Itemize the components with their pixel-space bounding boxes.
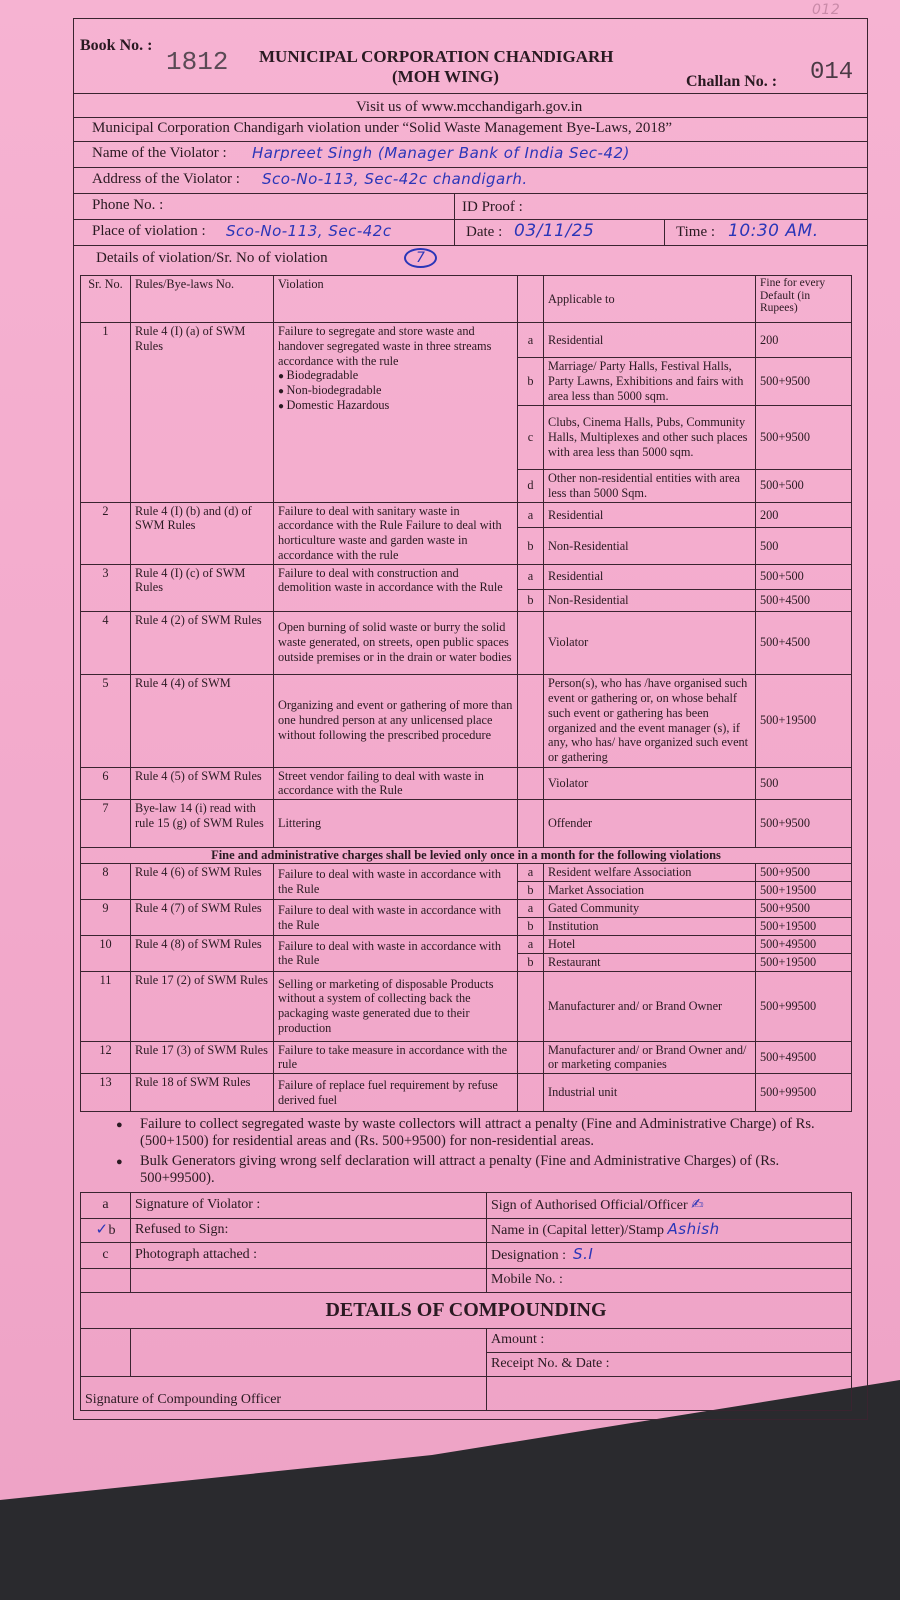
- table-row: [81, 936, 852, 954]
- banner-row: [81, 848, 852, 864]
- note-item: [116, 1116, 851, 1151]
- sub-letter: a: [518, 564, 544, 589]
- name-label: Name of the Violator :: [92, 145, 227, 161]
- challan-form: [73, 18, 868, 1420]
- header-applicable: Applicable to: [544, 276, 756, 323]
- monthly-charges-banner: Fine and administrative charges shall be levied only once in a month for the following violations: [81, 848, 852, 864]
- violator-signature-field[interactable]: Signature of Violator :: [131, 1192, 487, 1218]
- fine-amount: 200: [756, 323, 852, 358]
- details-value[interactable]: 7: [404, 248, 437, 268]
- id-proof-label: ID Proof :: [462, 199, 523, 215]
- applicable-to: Violator: [544, 611, 756, 674]
- applicable-to: Institution: [544, 918, 756, 936]
- sr-no: 5: [81, 674, 131, 767]
- waste-stream-item: ● Non-biodegradable: [278, 383, 513, 398]
- sign-b-letter: ✓b: [81, 1218, 131, 1242]
- violation-text: Organizing and event or gathering of more than one hundred person at any unlicensed place without following the prescribed procedure: [278, 698, 513, 742]
- date-label: Date :: [466, 224, 503, 240]
- sub-letter: [518, 1041, 544, 1074]
- rule-no: Rule 17 (2) of SWM Rules: [131, 971, 274, 1041]
- violation-text: Street vendor failing to deal with waste in accordance with the Rule: [278, 768, 484, 798]
- header-violation: Violation: [274, 276, 518, 323]
- compounding-title: DETAILS OF COMPOUNDING: [81, 1292, 852, 1328]
- form-body: [80, 275, 851, 1411]
- sr-no: 4: [81, 611, 131, 674]
- designation-field[interactable]: [487, 1242, 852, 1268]
- fine-amount: 500+4500: [756, 589, 852, 611]
- fine-amount: 500+49500: [756, 936, 852, 954]
- sr-no: 13: [81, 1074, 131, 1112]
- header-letter: [518, 276, 544, 323]
- applicable-to: Marriage/ Party Halls, Festival Halls, Party Lawns, Exhibitions and fairs with area less than 5000 sqm.: [544, 358, 756, 406]
- notes-list: [116, 1116, 851, 1188]
- rule-no: Rule 4 (I) (a) of SWM Rules: [131, 323, 274, 503]
- violation-text: Failure to deal with waste in accordance with the Rule: [278, 938, 501, 968]
- sr-no: 2: [81, 502, 131, 564]
- sub-letter: [518, 1074, 544, 1112]
- violation-cell: [274, 767, 518, 800]
- rule-no: Rule 4 (5) of SWM Rules: [131, 767, 274, 800]
- violation-cell: [274, 1041, 518, 1074]
- rule-no: Rule 4 (7) of SWM Rules: [131, 900, 274, 936]
- sr-no: 10: [81, 936, 131, 972]
- sr-no: 3: [81, 564, 131, 611]
- sub-letter: b: [518, 918, 544, 936]
- fine-amount: 500+19500: [756, 953, 852, 971]
- sub-letter: b: [518, 358, 544, 406]
- sub-letter: [518, 971, 544, 1041]
- fine-amount: 500+9500: [756, 406, 852, 470]
- fine-amount: 500+500: [756, 564, 852, 589]
- violation-text: Littering: [278, 816, 322, 831]
- sign-c-letter: c: [81, 1242, 131, 1268]
- sub-letter: a: [518, 502, 544, 528]
- amount-field[interactable]: Amount :: [487, 1328, 852, 1352]
- official-signature: ✍: [691, 1195, 705, 1214]
- violation-text: Open burning of solid waste or burry the solid waste generated, on streets, open public spaces outside premises or in the drain or water bodies: [278, 620, 512, 664]
- applicable-to: Other non-residential entities with area less than 5000 Sqm.: [544, 470, 756, 503]
- address-value[interactable]: Sco-No-113, Sec-42c chandigarh.: [262, 170, 528, 188]
- violation-cell: [274, 674, 518, 767]
- violation-cell: [274, 900, 518, 936]
- compounding-officer-signature[interactable]: Signature of Compounding Officer: [81, 1376, 487, 1410]
- applicable-to: Non-Residential: [544, 528, 756, 564]
- table-row: [81, 800, 852, 848]
- sr-no: 12: [81, 1041, 131, 1074]
- header-rule: Rules/Bye-laws No.: [131, 276, 274, 323]
- sub-letter: [518, 800, 544, 848]
- fine-amount: 500+19500: [756, 674, 852, 767]
- note-item: [116, 1153, 851, 1188]
- sub-letter: [518, 767, 544, 800]
- sub-letter: a: [518, 936, 544, 954]
- fine-amount: 500+19500: [756, 918, 852, 936]
- fine-amount: 500+99500: [756, 1074, 852, 1112]
- applicable-to: Gated Community: [544, 900, 756, 918]
- rule-no: Rule 4 (8) of SWM Rules: [131, 936, 274, 972]
- check-mark-icon: ✓: [95, 1220, 109, 1239]
- violation-cell: [274, 936, 518, 972]
- sub-letter: b: [518, 882, 544, 900]
- applicable-to: Person(s), who has /have organised such event or gathering or, on whose behalf such event or gathering has been organized and the event manager (s), if any, who has/ have organized such event or gathering: [544, 674, 756, 767]
- table-row: [81, 864, 852, 882]
- rule-no: Rule 4 (4) of SWM: [131, 674, 274, 767]
- table-row: [81, 502, 852, 528]
- fine-amount: 500+9500: [756, 864, 852, 882]
- violation-cell: [274, 1074, 518, 1112]
- name-stamp-label: Name in (Capital letter)/Stamp: [491, 1223, 665, 1239]
- table-row: [81, 900, 852, 918]
- violation-text: Failure to segregate and store waste and handover segregated waste in three streams accordance with the rule: [278, 324, 492, 368]
- fine-amount: 500+9500: [756, 800, 852, 848]
- applicable-to: Restaurant: [544, 953, 756, 971]
- violation-cell: [274, 864, 518, 900]
- applicable-to: Industrial unit: [544, 1074, 756, 1112]
- violation-text: Failure to deal with waste in accordance with the Rule: [278, 866, 501, 896]
- fine-amount: 500+99500: [756, 971, 852, 1041]
- sub-letter: a: [518, 864, 544, 882]
- applicable-to: Clubs, Cinema Halls, Pubs, Community Halls, Multiplexes and other such places with area less than 5000 sqm.: [544, 406, 756, 470]
- date-value[interactable]: 03/11/25: [514, 221, 595, 241]
- violation-text: Failure of replace fuel requirement by refuse derived fuel: [278, 1077, 498, 1107]
- waste-stream-item: ● Domestic Hazardous: [278, 398, 513, 413]
- official-name: Ashish: [667, 1220, 720, 1239]
- book-number: 1812: [166, 47, 229, 77]
- bullet-icon: ●: [116, 1119, 123, 1131]
- fine-amount: 500+9500: [756, 900, 852, 918]
- applicable-to: Residential: [544, 502, 756, 528]
- note-text: Bulk Generators giving wrong self declaration will attract a penalty (Fine and Administrative Charges) of (Rs. 500+99500).: [140, 1152, 780, 1187]
- applicable-to: Resident welfare Association: [544, 864, 756, 882]
- violation-text: Selling or marketing of disposable Products without a system of collecting back the packaging waste generated due to their production: [278, 976, 494, 1035]
- applicable-to: Hotel: [544, 936, 756, 954]
- sub-letter: b: [518, 589, 544, 611]
- wing-title: (MOH WING): [392, 67, 499, 86]
- fine-amount: 500+49500: [756, 1041, 852, 1074]
- rule-no: Rule 4 (2) of SWM Rules: [131, 611, 274, 674]
- table-row: [81, 564, 852, 589]
- book-label: Book No. :: [80, 37, 153, 54]
- rule-no: Rule 17 (3) of SWM Rules: [131, 1041, 274, 1074]
- sr-no: 11: [81, 971, 131, 1041]
- refused-to-sign-field[interactable]: Refused to Sign:: [131, 1218, 487, 1242]
- photograph-field[interactable]: Photograph attached :: [131, 1242, 487, 1268]
- table-row: [81, 1074, 852, 1112]
- time-value[interactable]: 10:30 AM.: [728, 221, 819, 241]
- sub-letter: [518, 674, 544, 767]
- designation-label: Designation :: [491, 1248, 567, 1264]
- table-row: [81, 767, 852, 800]
- mobile-field[interactable]: Mobile No. :: [487, 1268, 852, 1292]
- waste-streams-list: [278, 368, 513, 413]
- applicable-to: Residential: [544, 564, 756, 589]
- challan-number: 014: [810, 59, 854, 86]
- sign-a-letter: a: [81, 1192, 131, 1218]
- applicable-to: Manufacturer and/ or Brand Owner: [544, 971, 756, 1041]
- official-label: Sign of Authorised Official/Officer: [491, 1198, 688, 1214]
- sr-no: 8: [81, 864, 131, 900]
- violation-cell: [274, 800, 518, 848]
- applicable-to: Offender: [544, 800, 756, 848]
- table-row: [81, 1041, 852, 1074]
- phone-label: Phone No. :: [92, 197, 164, 213]
- sub-letter: a: [518, 323, 544, 358]
- place-label: Place of violation :: [92, 223, 206, 239]
- violations-table: [80, 275, 852, 1112]
- name-value[interactable]: Harpreet Singh (Manager Bank of India Sec-42): [252, 144, 630, 162]
- time-label: Time :: [676, 224, 716, 240]
- applicable-to: Violator: [544, 767, 756, 800]
- header-sr: Sr. No.: [81, 276, 131, 323]
- table-row: [81, 323, 852, 358]
- note-text: Failure to collect segregated waste by waste collectors will attract a penalty (Fine and Administrative Charge) of Rs.(500+1500) for residential areas and (Rs. 500+9500) for non-residential areas.: [140, 1116, 815, 1150]
- violation-text: Failure to take measure in accordance with the rule: [278, 1042, 508, 1072]
- applicable-to: Non-Residential: [544, 589, 756, 611]
- table-header-row: [81, 276, 852, 323]
- official-signature-field[interactable]: [487, 1192, 852, 1218]
- violation-cell: [274, 502, 518, 564]
- sub-letter: c: [518, 406, 544, 470]
- rule-no: Rule 4 (I) (b) and (d) of SWM Rules: [131, 502, 274, 564]
- sub-letter: d: [518, 470, 544, 503]
- fine-amount: 500+4500: [756, 611, 852, 674]
- rule-no: Rule 4 (6) of SWM Rules: [131, 864, 274, 900]
- table-row: [81, 674, 852, 767]
- fine-amount: 500+500: [756, 470, 852, 503]
- fine-amount: 200: [756, 502, 852, 528]
- sub-letter: b: [518, 953, 544, 971]
- fine-amount: 500: [756, 528, 852, 564]
- fine-amount: 500+9500: [756, 358, 852, 406]
- violation-text: Failure to deal with construction and demolition waste in accordance with the Rule: [278, 565, 503, 595]
- bullet-icon: ●: [116, 1155, 123, 1168]
- violation-cell: [274, 971, 518, 1041]
- fine-amount: 500: [756, 767, 852, 800]
- sub-letter: a: [518, 900, 544, 918]
- header-fine: Fine for every Default (in Rupees): [756, 276, 852, 323]
- designation-value: S.I: [573, 1245, 594, 1264]
- place-value[interactable]: Sco-No-113, Sec-42c: [226, 222, 392, 240]
- address-label: Address of the Violator :: [92, 171, 240, 187]
- rule-no: Rule 18 of SWM Rules: [131, 1074, 274, 1112]
- table-row: [81, 971, 852, 1041]
- violation-cell: [274, 611, 518, 674]
- org-title: MUNICIPAL CORPORATION CHANDIGARH: [259, 47, 614, 66]
- violation-cell: [274, 323, 518, 503]
- applicable-to: Residential: [544, 323, 756, 358]
- violation-cell: [274, 564, 518, 611]
- name-stamp-field[interactable]: [487, 1218, 852, 1242]
- fine-amount: 500+19500: [756, 882, 852, 900]
- rule-no: Bye-law 14 (i) read with rule 15 (g) of SWM Rules: [131, 800, 274, 848]
- violation-text: Failure to deal with waste in accordance with the Rule: [278, 902, 501, 932]
- challan-label: Challan No. :: [686, 73, 778, 90]
- website: Visit us of www.mcchandigarh.gov.in: [356, 99, 583, 115]
- details-label: Details of violation/Sr. No of violation: [96, 250, 328, 266]
- waste-stream-item: ● Biodegradable: [278, 368, 513, 383]
- sr-no: 9: [81, 900, 131, 936]
- intro-text: Municipal Corporation Chandigarh violation under “Solid Waste Management Bye-Laws, 2018”: [92, 120, 673, 136]
- sub-letter: b: [518, 528, 544, 564]
- sr-no: 1: [81, 323, 131, 503]
- table-row: [81, 611, 852, 674]
- rule-no: Rule 4 (I) (c) of SWM Rules: [131, 564, 274, 611]
- corner-number: 012: [812, 2, 841, 18]
- signature-table: [80, 1192, 852, 1411]
- violation-text: Failure to deal with sanitary waste in accordance with the Rule Failure to deal with horticulture waste and garden waste in accordance with the rule: [278, 503, 502, 562]
- sub-letter: [518, 611, 544, 674]
- applicable-to: Market Association: [544, 882, 756, 900]
- sr-no: 7: [81, 800, 131, 848]
- sr-no: 6: [81, 767, 131, 800]
- receipt-field[interactable]: Receipt No. & Date :: [487, 1352, 852, 1376]
- applicable-to: Manufacturer and/ or Brand Owner and/ or marketing companies: [544, 1041, 756, 1074]
